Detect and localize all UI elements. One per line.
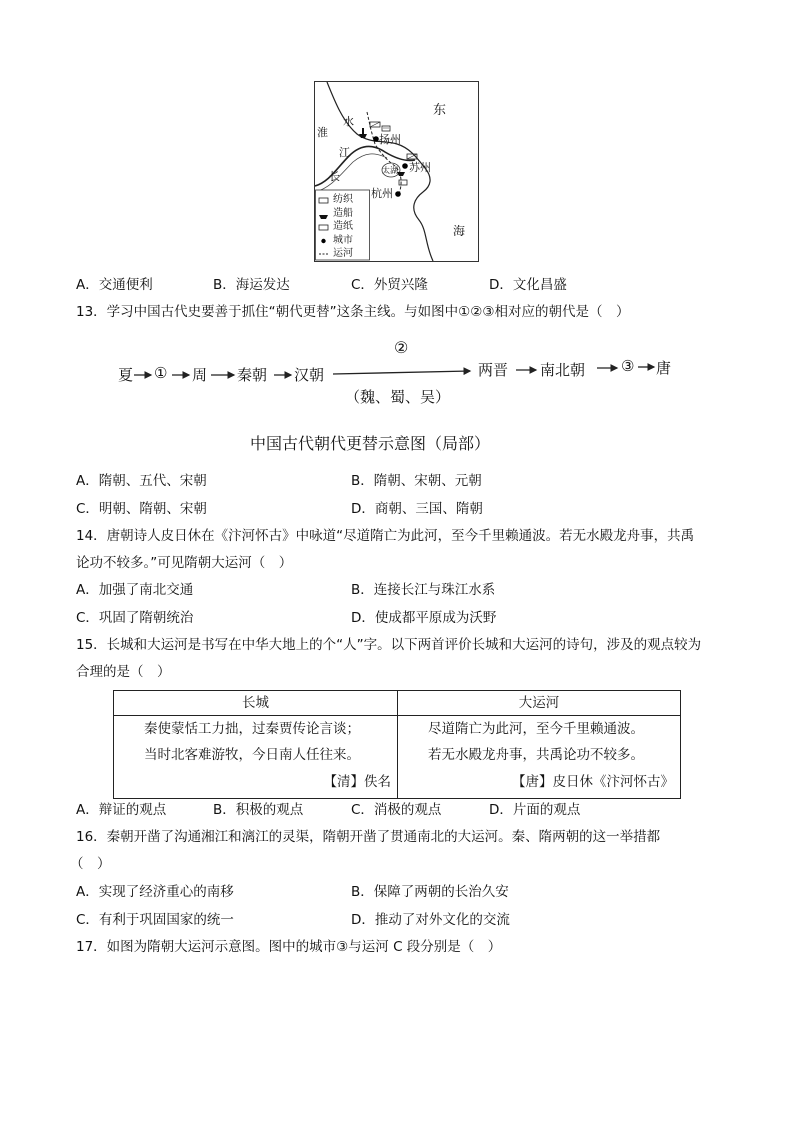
q13-stem: 13．学习中国古代史要善于抓住“朝代更替”这条主线。与如图中①②③相对应的朝代是（ ） <box>76 304 630 320</box>
map-label-taihu: 太湖 <box>382 166 398 175</box>
q14-stem-line2: 论功不较多。”可见隋朝大运河（ ） <box>76 555 293 571</box>
map-label-huai: 淮 <box>317 126 328 139</box>
dynasty-tang: 唐 <box>656 359 672 377</box>
q16-option-a[interactable]: A．实现了经济重心的南移 <box>76 884 234 900</box>
dynasty-arrows <box>0 0 794 420</box>
q16-option-c[interactable]: C．有利于巩固国家的统一 <box>76 912 234 928</box>
map-label-suzhou: 苏州 <box>409 161 431 174</box>
dynasty-blank-2: ② <box>394 338 409 357</box>
q17-stem: 17．如图为隋朝大运河示意图。图中的城市③与运河 C 段分别是（ ） <box>76 939 502 955</box>
q12-option-b[interactable]: B．海运发达 <box>213 277 290 293</box>
q15-option-d[interactable]: D．片面的观点 <box>489 802 581 818</box>
q13-option-a[interactable]: A．隋朝、五代、宋朝 <box>76 473 207 489</box>
map-label-chang: 长 <box>329 170 340 183</box>
q15-option-b[interactable]: B．积极的观点 <box>213 802 304 818</box>
dynasty-blank-3: ③ <box>621 357 635 375</box>
map-label-yangzhou: 扬州 <box>379 133 401 146</box>
q16-option-b[interactable]: B．保障了两朝的长治久安 <box>351 884 509 900</box>
q15-option-a[interactable]: A．辩证的观点 <box>76 802 167 818</box>
legend-item: 城市 <box>333 234 353 246</box>
grand-canal-poem-line1: 尽道隋亡为此河，至今千里赖通波。 <box>428 721 644 737</box>
q13-option-d[interactable]: D．商朝、三国、隋朝 <box>351 501 483 517</box>
q12-option-a[interactable]: A．交通便利 <box>76 277 153 293</box>
poem-table <box>113 690 681 799</box>
map-label-jiang: 江 <box>339 146 350 159</box>
q12-option-d[interactable]: D．文化昌盛 <box>489 277 567 293</box>
dynasty-blank-1: ① <box>154 364 168 382</box>
grand-canal-poem-line2: 若无水殿龙舟事，共禹论功不较多。 <box>428 747 644 763</box>
q16-stem-line2: （ ） <box>70 856 111 872</box>
q14-option-d[interactable]: D．使成都平原成为沃野 <box>351 610 497 626</box>
dynasty-three-kingdoms: （魏、蜀、吴） <box>345 388 451 406</box>
dynasty-han: 汉朝 <box>294 366 325 384</box>
q16-option-d[interactable]: D．推动了对外文化的交流 <box>351 912 510 928</box>
map-label-east: 东 <box>433 103 447 118</box>
grand-canal-poem-source: 【唐】皮日休《汴河怀古》 <box>512 774 674 790</box>
q12-option-c[interactable]: C．外贸兴隆 <box>351 277 428 293</box>
great-wall-poem-line2: 当时北客难游牧，今日南人任往来。 <box>144 747 360 763</box>
dynasty-zhou: 周 <box>192 366 208 384</box>
q15-stem-line2: 合理的是（ ） <box>76 664 171 680</box>
great-wall-poem-line1: 秦使蒙恬工力拙，过秦贾传论言谈； <box>144 721 360 737</box>
q16-stem-line1: 16．秦朝开凿了沟通湘江和漓江的灵渠，隋朝开凿了贯通南北的大运河。秦、隋两朝的这一举措都 <box>76 829 661 845</box>
table-cell-grand-canal <box>398 716 681 799</box>
q15-option-c[interactable]: C．消极的观点 <box>351 802 442 818</box>
legend-item: 造船 <box>333 207 353 219</box>
legend-item: 纺织 <box>333 194 353 205</box>
q13-option-c[interactable]: C．明朝、隋朝、宋朝 <box>76 501 207 517</box>
legend-item: 造纸 <box>333 221 353 232</box>
map-label-hangzhou: 杭州 <box>371 187 393 200</box>
dynasty-qin: 秦朝 <box>237 366 268 384</box>
q13-option-b[interactable]: B．隋朝、宋朝、元朝 <box>351 473 482 489</box>
table-cell-great-wall <box>114 716 398 799</box>
diagram-caption: 中国古代朝代更替示意图（局部） <box>250 434 491 453</box>
q14-stem-line1: 14．唐朝诗人皮日休在《汴河怀古》中咏道“尽道隋亡为此河，至今千里赖通波。若无水殿龙舟事，共禹 <box>76 528 695 544</box>
q14-option-b[interactable]: B．连接长江与珠江水系 <box>351 582 496 598</box>
table-head-great-wall: 长城 <box>114 691 398 716</box>
dynasty-liangjin: 两晋 <box>478 361 509 379</box>
q14-option-a[interactable]: A．加强了南北交通 <box>76 582 194 598</box>
q15-stem-line1: 15．长城和大运河是书写在中华大地上的个“人”字。以下两首评价长城和大运河的诗句，涉及的观点较为 <box>76 637 702 653</box>
q14-option-c[interactable]: C．巩固了隋朝统治 <box>76 610 194 626</box>
map-label-sea: 海 <box>453 224 466 238</box>
legend-item: 运河 <box>333 248 353 259</box>
dynasty-xia: 夏 <box>118 366 134 384</box>
dynasty-nanbei: 南北朝 <box>540 361 586 379</box>
great-wall-poem-source: 【清】佚名 <box>323 774 391 790</box>
map-label-shui: 水 <box>343 115 354 128</box>
table-head-grand-canal: 大运河 <box>398 691 681 716</box>
